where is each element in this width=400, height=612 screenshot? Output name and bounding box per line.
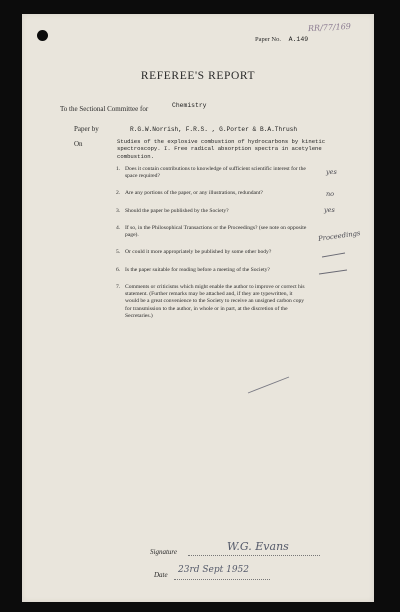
question-number: 1. bbox=[116, 166, 121, 172]
page-title: REFEREE'S REPORT bbox=[140, 70, 256, 82]
subject-line: Studies of the explosive combustion of hydrocarbons by kinetic bbox=[117, 138, 326, 145]
answer-4: Proceedings bbox=[317, 229, 361, 243]
paper-number-label: Paper No. bbox=[255, 36, 281, 43]
question-text: statement. (Further remarks may be attached and, if they are typewritten, it bbox=[125, 291, 293, 298]
question-text: Comments or criticisms which might enable the author to improve or correct his bbox=[125, 284, 305, 290]
committee-label: To the Sectional Committee for bbox=[60, 105, 149, 113]
question-number: 6. bbox=[116, 267, 121, 273]
answer-2: no bbox=[326, 190, 335, 198]
dash-mark bbox=[322, 253, 345, 257]
question-text: would be a great convenience to the Society to receive an unsigned carbon copy bbox=[125, 298, 305, 305]
question-number: 7. bbox=[116, 284, 121, 290]
question-number: 2. bbox=[116, 190, 121, 196]
question-text: Or could it more appropriately be published by some other body? bbox=[125, 249, 272, 255]
question-number: 5. bbox=[116, 249, 121, 255]
date-line bbox=[174, 579, 270, 580]
signature-label: Signature bbox=[150, 548, 177, 556]
question-text: Secretaries.) bbox=[125, 312, 153, 319]
subject-line: spectroscopy. I. Free radical absorption spectra in acetylene bbox=[117, 145, 322, 153]
question-text: for transmission to the author, in whole or in part, at the discretion of the bbox=[125, 305, 288, 312]
dash-mark bbox=[319, 270, 347, 274]
question-text: page). bbox=[125, 232, 139, 239]
answer-3: yes bbox=[324, 206, 335, 214]
question-text: space required? bbox=[125, 173, 160, 180]
strike-mark bbox=[248, 377, 289, 393]
referee-report-form bbox=[22, 14, 374, 602]
answer-1: yes bbox=[326, 168, 337, 176]
question-text: Does it contain contributions to knowledge of sufficient scientific interest for the bbox=[125, 166, 306, 172]
question-number: 4. bbox=[116, 225, 121, 231]
pen-marks bbox=[22, 14, 374, 602]
committee-value: Chemistry bbox=[172, 102, 207, 109]
question-text: Are any portions of the paper, or any illustrations, redundant? bbox=[125, 190, 263, 196]
paper-number-value: A.149 bbox=[288, 36, 309, 43]
question-number: 3. bbox=[116, 208, 121, 214]
date-value: 23rd Sept 1952 bbox=[178, 565, 250, 575]
authors-value: R.G.W.Norrish, F.R.S. , G.Porter & B.A.Thrush bbox=[130, 126, 298, 133]
authors-label: Paper by bbox=[74, 125, 99, 133]
archive-reference: RR/77/169 bbox=[307, 21, 352, 34]
signature-value: W.G. Evans bbox=[227, 540, 289, 553]
subject-label: On bbox=[74, 140, 83, 148]
signature-line bbox=[188, 555, 320, 556]
subject-line: combustion. bbox=[117, 152, 154, 160]
date-label: Date bbox=[154, 571, 168, 579]
question-text: Is the paper suitable for reading before a meeting of the Society? bbox=[125, 267, 270, 273]
question-text: Should the paper be published by the Society? bbox=[125, 208, 229, 214]
question-text: If so, in the Philosophical Transactions or the Proceedings? (see note on opposite bbox=[125, 225, 307, 231]
